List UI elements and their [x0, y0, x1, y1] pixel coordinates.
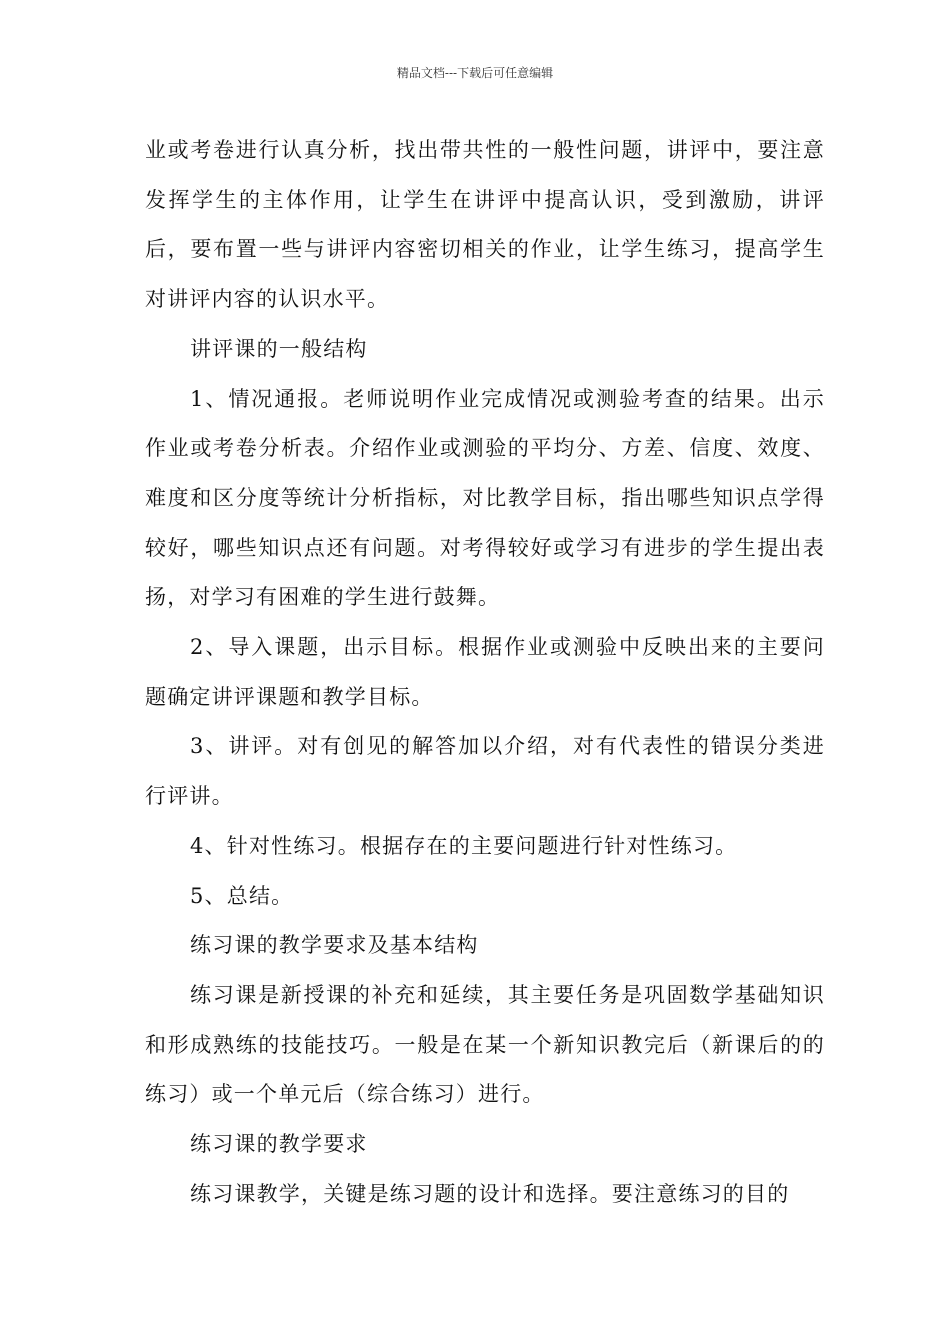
paragraph-step-1: 1、情况通报。老师说明作业完成情况或测验考查的结果。出示作业或考卷分析表。介绍作业或测验的平均分、方差、信度、效度、难度和区分度等统计分析指标，对比教学目标，指出哪些知识点学得较好，哪些知识点还有问题。对考得较好或学习有进步的学生提出表扬，对学习有困难的学生进行鼓舞。: [145, 386, 825, 610]
paragraph-step-3: 3、讲评。对有创见的解答加以介绍，对有代表性的错误分类进行评讲。: [145, 734, 825, 809]
paragraph-step-4: 4、针对性练习。根据存在的主要问题进行针对性练习。: [190, 833, 738, 858]
document-body: [145, 126, 825, 1219]
paragraph-practice-lesson-intro: 练习课是新授课的补充和延续，其主要任务是巩固数学基础知识和形成熟练的技能技巧。一般是在某一个新知识教完后（新课后的的练习）或一个单元后（综合练习）进行。: [145, 982, 825, 1107]
heading-practice-lesson-requirements: 练习课的教学要求: [190, 1132, 368, 1157]
paragraph-step-2: 2、导入课题，出示目标。根据作业或测验中反映出来的主要问题确定讲评课题和教学目标。: [145, 635, 825, 709]
page-header: 精品文档---下载后可任意编辑: [396, 66, 554, 80]
paragraph-analysis-continuation: 业或考卷进行认真分析，找出带共性的一般性问题，讲评中，要注意发挥学生的主体作用，让学生在讲评中提高认识，受到激励，讲评后，要布置一些与讲评内容密切相关的作业，让学生练习，提高学生对讲评内容的认识水平。: [145, 138, 825, 312]
paragraph-practice-lesson-design: 练习课教学，关键是练习题的设计和选择。要注意练习的目的: [190, 1181, 790, 1206]
heading-review-lesson-structure: 讲评课的一般结构: [190, 336, 368, 361]
paragraph-step-5: 5、总结。: [190, 883, 294, 908]
heading-practice-lesson-requirements-structure: 练习课的教学要求及基本结构: [190, 933, 479, 958]
